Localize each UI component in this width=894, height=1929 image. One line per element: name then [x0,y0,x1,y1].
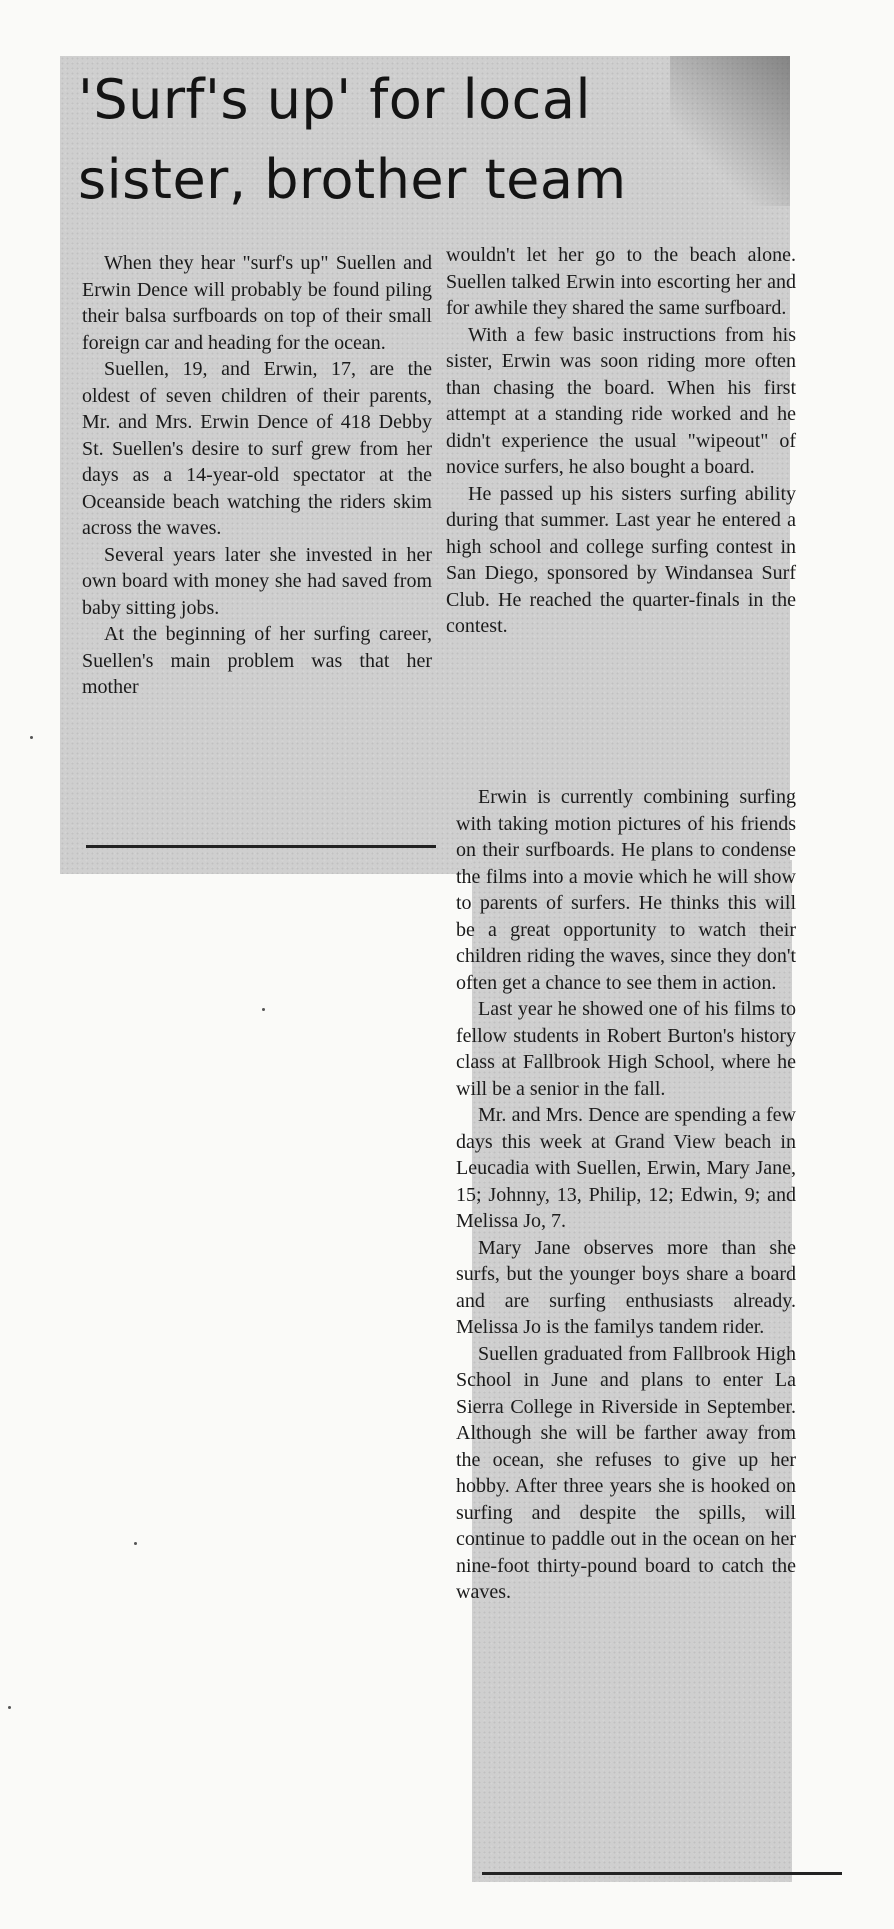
paragraph: Last year he showed one of his films to fellow students in Robert Burton's history class at Fallbrook High School, where he will be a senior in the fall. [456,998,796,1100]
paragraph: Several years later she invested in her own board with money she had saved from baby sitting jobs. [82,543,432,619]
column-end-rule [86,845,436,848]
headline [78,60,718,220]
paragraph: Erwin is currently combining surfing with taking motion pictures of his friends on their surfboards. He plans to condense the films into a movie which he will show to parents of surfers. He thinks this will be a great opportunity to watch their children riding the waves, since they don't often get a chance to see them in action. [456,786,796,994]
scan-speck [30,736,33,739]
headline-line-2: sister, brother team [78,148,627,211]
paragraph: At the beginning of her surfing career, Suellen's main problem was that her mother [82,623,432,698]
scan-speck [134,1542,137,1545]
paragraph: Suellen, 19, and Erwin, 17, are the oldest of seven children of their parents, Mr. and Mrs. Erwin Dence of 418 Debby St. Suellen's desire to surf grew from her days as a 14-year-old spectator at the Oceanside beach watching the riders skim across the waves. [82,358,432,539]
headline-line-1: 'Surf's up' for local [78,68,591,131]
paragraph: With a few basic instructions from his sister, Erwin was soon riding more often than chasing the board. When his first attempt at a standing ride worked and he didn't experience the usual "wipeout" of novice surfers, he also bought a board. [446,323,796,478]
article-end-rule [482,1872,842,1875]
paragraph: Suellen graduated from Fallbrook High School in June and plans to enter La Sierra College in Riverside in September. Although she will be farther away from the ocean, she refuses to give up her hobby. After three years she is hooked on surfing and despite the spills, will continue to paddle out in the ocean on her nine-foot thirty-pound board to catch the waves. [456,1342,796,1603]
paragraph: Mr. and Mrs. Dence are spending a few days this week at Grand View beach in Leucadia with Suellen, Erwin, Mary Jane, 15; Johnny, 13, Philip, 12; Edwin, 9; and Melissa Jo, 7. [456,1104,796,1232]
article-column-left [82,250,432,701]
paragraph: Mary Jane observes more than she surfs, but the younger boys share a board and are surfing enthusiasts already. Melissa Jo is the familys tandem rider. [456,1236,796,1338]
paragraph: wouldn't let her go to the beach alone. Suellen talked Erwin into escorting her and for awhile they shared the same surfboard. [446,244,796,319]
paragraph: When they hear "surf's up" Suellen and Erwin Dence will probably be found piling their balsa surfboards on top of their small foreign car and heading for the ocean. [82,252,432,354]
scan-speck [262,1008,265,1011]
article-column-right-bottom [456,784,796,1606]
paragraph: He passed up his sisters surfing ability during that summer. Last year he entered a high school and college surfing contest in San Diego, sponsored by Windansea Surf Club. He reached the quarter-finals in the contest. [446,482,796,637]
article-column-right-top [446,242,796,640]
scan-speck [8,1706,11,1709]
